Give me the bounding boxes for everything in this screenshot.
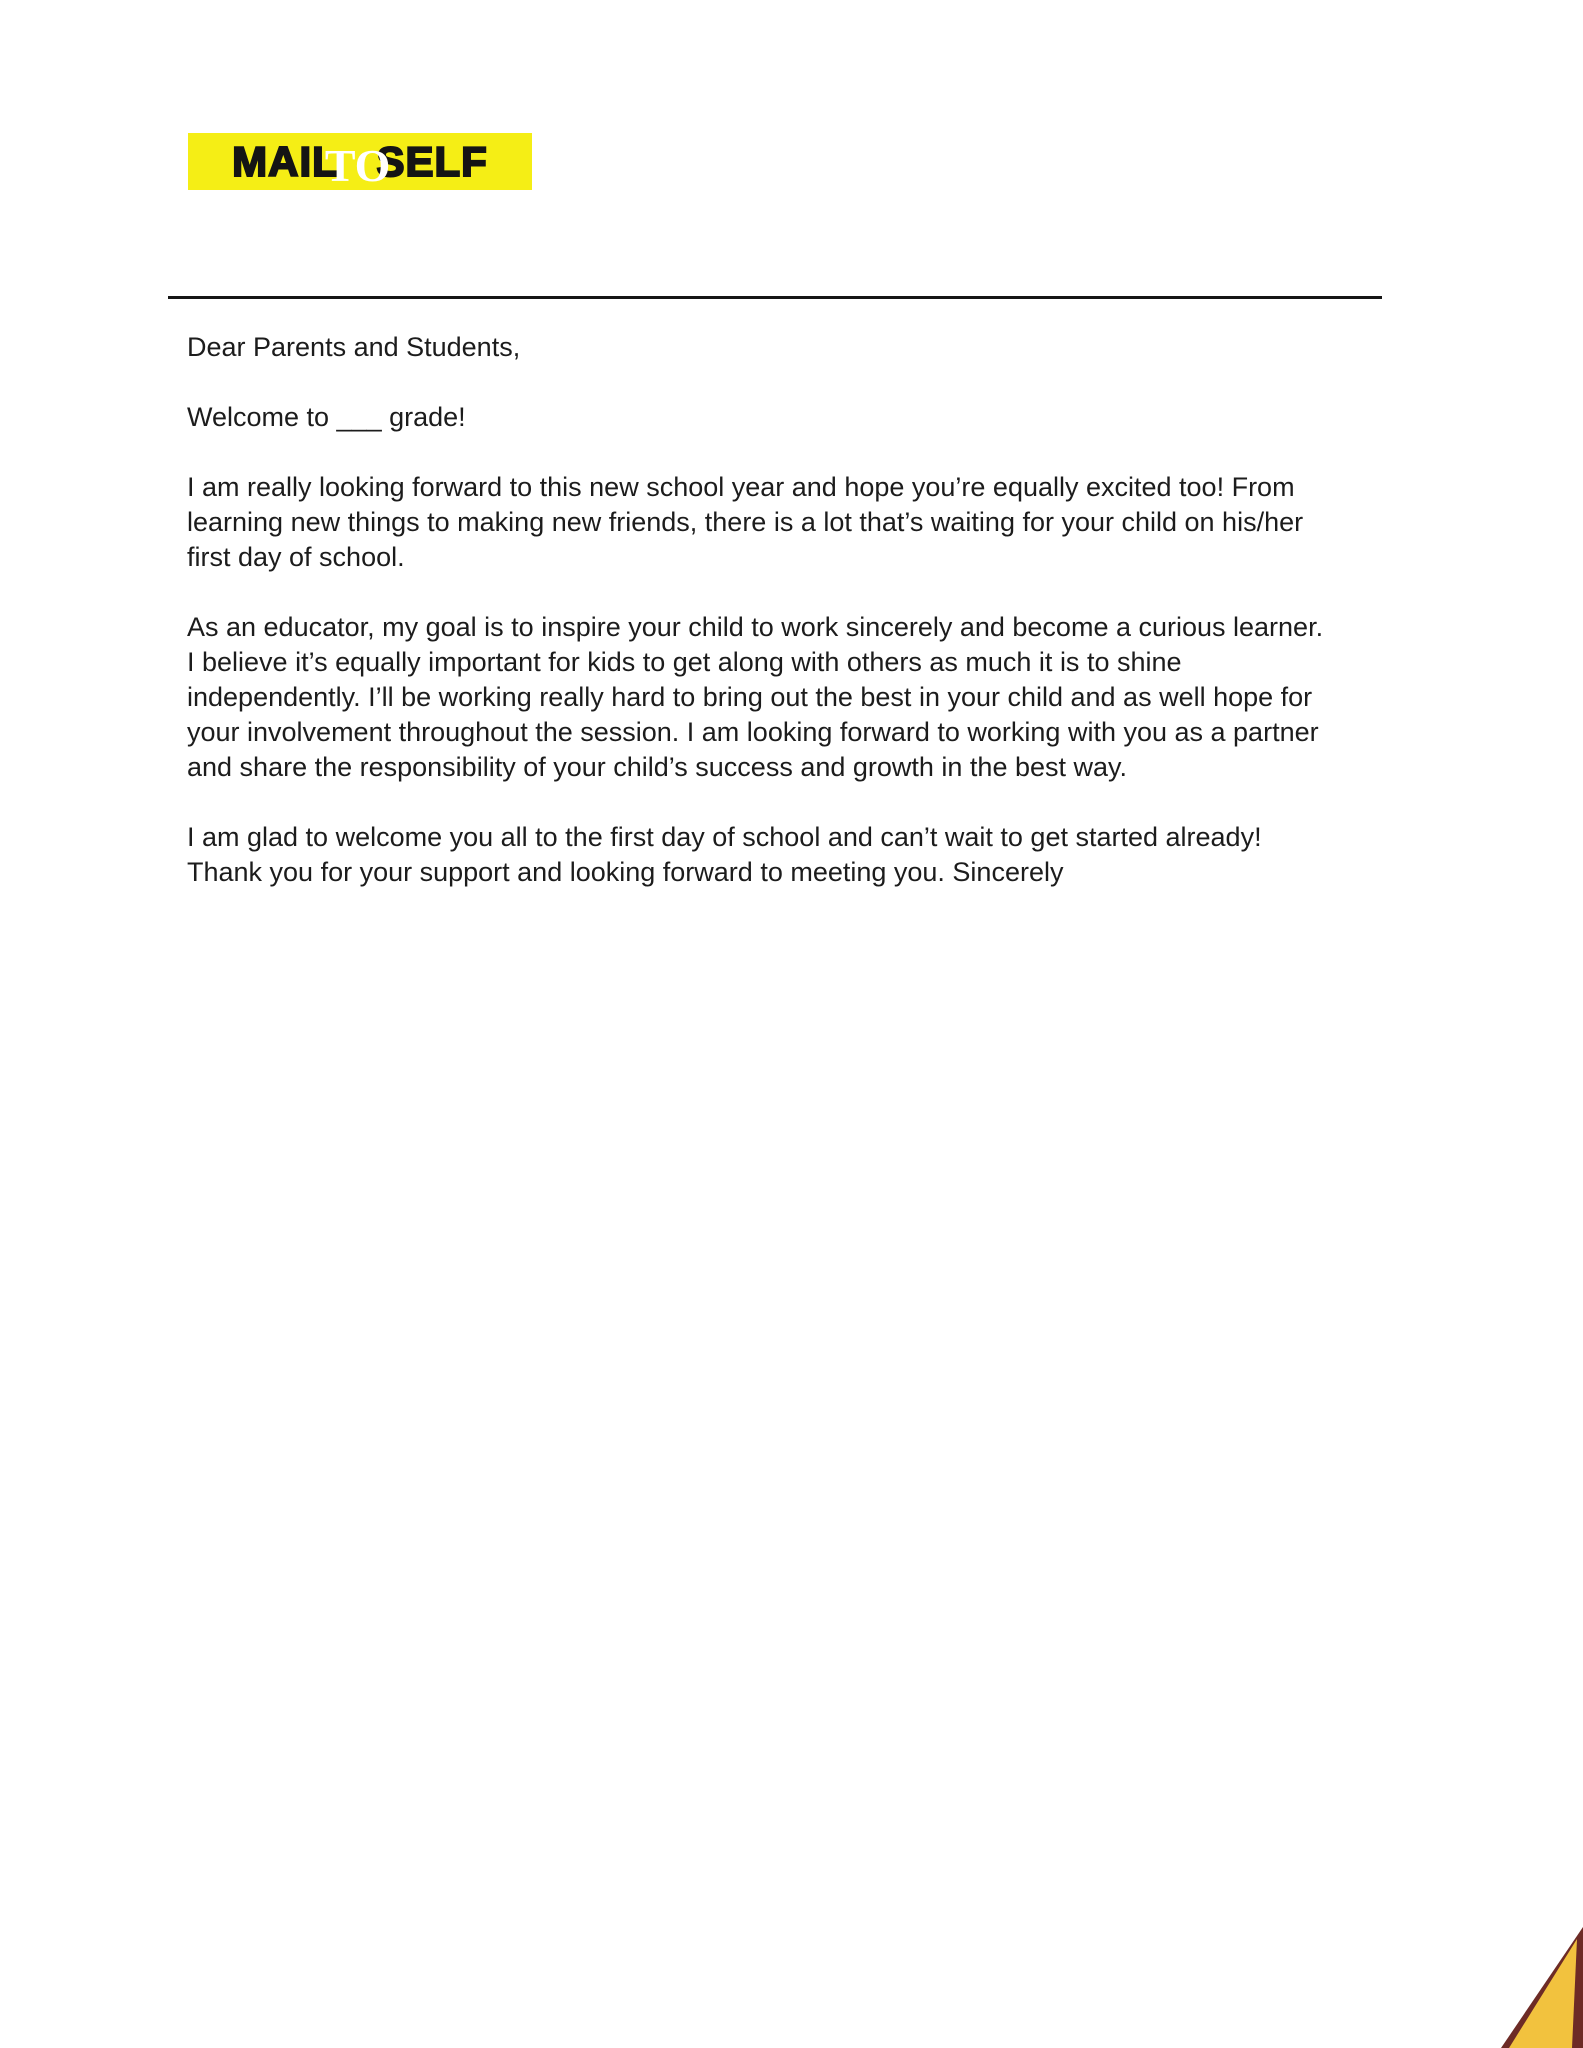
paragraph-3: I am glad to welcome you all to the first day of school and can’t wait to get started already! Thank you for your support and looking forward to meeting you. Sincerely	[187, 822, 1262, 887]
corner-ribbon-decoration	[1493, 1903, 1583, 2048]
letter-body	[187, 330, 1402, 925]
logo-text-to: TO	[324, 139, 391, 191]
logo-text-self: SELF	[376, 137, 488, 185]
salutation: Dear Parents and Students,	[187, 332, 521, 362]
paragraph-2: As an educator, my goal is to inspire your child to work sincerely and become a curious learner. I believe it’s equally important for kids to get along with others as much it is to shine independently. I’ll be working really hard to bring out the best in your child and as well hope for your involvement throughout the session. I am looking forward to working with you as a partner and share the responsibility of your child’s success and growth in the best way.	[187, 612, 1324, 782]
divider-line	[168, 296, 1382, 299]
paragraph-1: I am really looking forward to this new school year and hope you’re equally excited too! From learning new things to making new friends, there is a lot that’s waiting for your child on his/her first day of school.	[187, 472, 1304, 572]
logo-text-mail: MAIL	[232, 137, 339, 185]
welcome-line: Welcome to ___ grade!	[187, 402, 466, 432]
mail-to-self-logo	[188, 133, 532, 190]
